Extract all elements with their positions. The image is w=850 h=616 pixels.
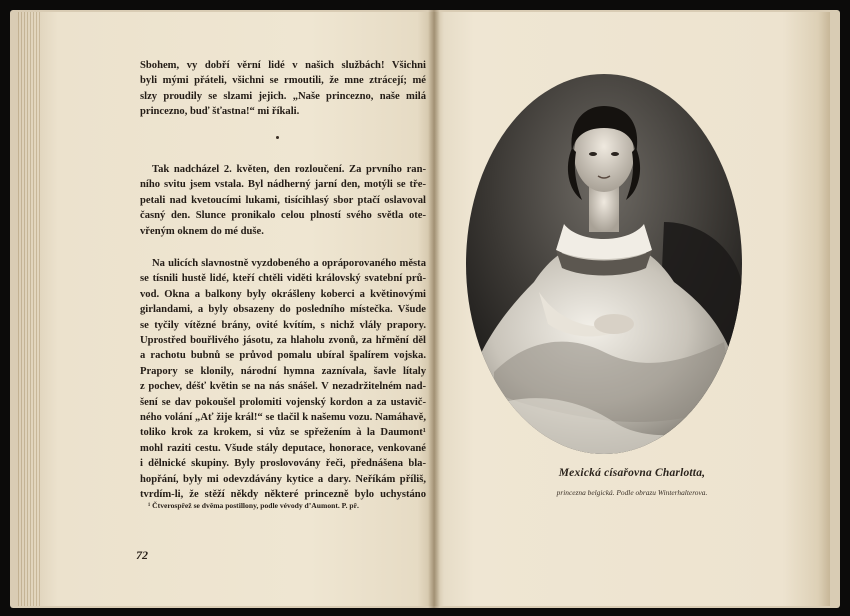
caption-subtitle: princezna belgická. Podle obrazu Winterhalterova. <box>556 488 708 497</box>
paragraph-3 <box>140 256 426 503</box>
text-line: girlandami, a byly obsazeny do posledního místečka. Všude <box>140 304 426 316</box>
page-edges <box>18 12 40 606</box>
portrait-illustration <box>464 72 744 456</box>
text-line: Na ulicích slavnostně vyzdobeného a opráporovaného města <box>152 258 426 269</box>
text-line: byli mými přáteli, všichni se rmoutili, že mne ztrácejí; mé <box>140 75 426 87</box>
text-line: šení se dav pokoušel prolomiti vojenský kordon a za ustavič- <box>140 396 426 408</box>
text-line: Uprostřed bouřlivého jásotu, za hlaholu zvonů, za hřmění děl <box>140 335 426 347</box>
right-page <box>434 12 830 606</box>
text-line: petali nad kvetoucími lukami, tisícihlasý sbor ptačí oslavoval <box>140 194 426 206</box>
text-line: tvrdím-li, že stěží někdy některé princezně bylo uchystáno <box>140 489 426 501</box>
page-number: 72 <box>136 548 148 562</box>
paragraph-1 <box>140 58 426 120</box>
text-line: a rachotu bubnů se průvod pomalu ubíral špalírem vojska. <box>140 350 426 362</box>
text-line: časný den. Slunce pronikalo celou plností svého světla ote- <box>140 210 426 222</box>
text-line: hopřání, byly mi odevzdávány kytice a dary. Neříkám příliš, <box>140 473 426 485</box>
book-gutter <box>428 10 440 608</box>
text-line: i dělnické skupiny. Byly proslovovány řeči, přednášena bla- <box>140 458 426 470</box>
text-line: vod. Okna a balkony byly okrášleny koberci a květinovými <box>140 288 426 300</box>
caption-title: Mexická císařovna Charlotta, <box>558 467 706 479</box>
text-line: toliko krok za krokem, si vůz se spřežením à la Daumont¹ <box>140 427 426 439</box>
text-line: ního svitu jsem vstala. Byl nádherný jarní den, motýli se tře- <box>140 179 426 191</box>
text-line: se tísnili hustě lidé, kteří chtěli viděti královský svatební prů- <box>140 273 426 285</box>
paragraph-2 <box>140 162 426 239</box>
text-line: slzy proudily se slzami jejich. „Naše princezno, naše milá <box>140 90 426 102</box>
text-line: princezno, buď šťastna!“ mi říkali. <box>140 106 300 118</box>
text-line: mohl raziti cestu. Všude stály deputace, honorace, venkované <box>140 442 426 454</box>
text-line: Tak nadcházel 2. květen, den rozloučení. Za prvního ran- <box>152 164 426 175</box>
text-line: Sbohem, vy dobří věrní lidé v našich službách! Všichni <box>140 60 426 71</box>
left-page <box>18 12 434 606</box>
text-line: Prapory se klonily, národní hymna zaznívala, šavle lítaly <box>140 365 426 377</box>
section-divider-dot <box>276 136 279 139</box>
text-line: se tyčily vítězné brány, ovité kvítím, s nichž vlály prapory. <box>140 319 426 331</box>
text-line: ného volání „Ať žije král!“ se tlačil k našemu vozu. Namáhavě, <box>140 412 426 424</box>
text-line: vřeným oknem do mé duše. <box>140 225 264 237</box>
footnote: ¹ Čtverospřež se dvěma postillony, podle vévody d’Aumont. P. př. <box>148 501 359 510</box>
text-line: z pochev, déšť květin se na nás snášel. V nezadržitelném nad- <box>140 381 426 393</box>
open-book <box>10 10 840 608</box>
